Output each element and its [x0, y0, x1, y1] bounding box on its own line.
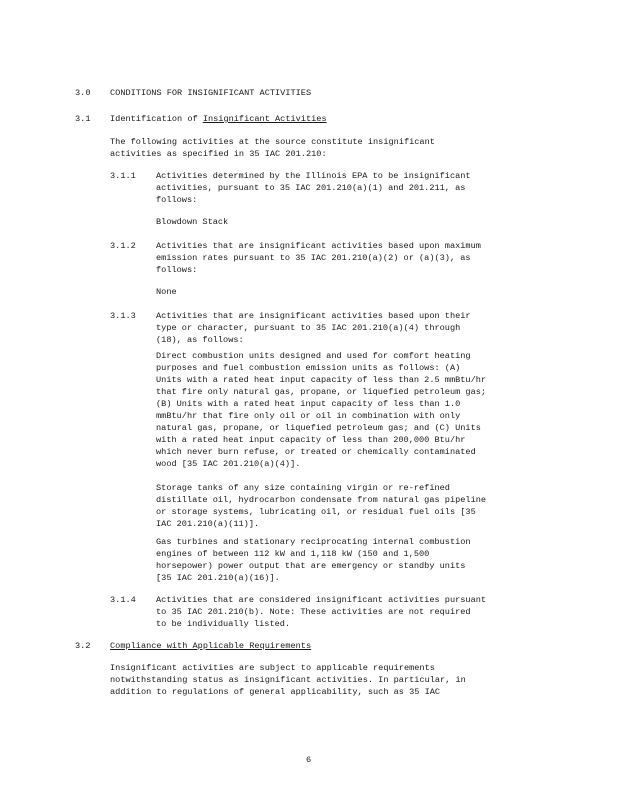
subsection-number: 3.1 [75, 114, 91, 124]
item-number: 3.1.2 [110, 241, 136, 251]
item-text: Activities that are insignificant activities based upon their type or character, pursuant to 35 IAC 201.210(a)(4) through (18), as follows: [156, 311, 471, 345]
item-value: None [156, 287, 177, 297]
subsection-title: Compliance with Applicable Requirements [110, 641, 312, 651]
page-number: 6 [306, 755, 312, 765]
subsection-title-underlined: Insignificant Activities [202, 114, 327, 124]
item-text: Activities determined by the Illinois EPA to be insignificant activities, pursuant to 35 IAC 201.210(a)(1) and 201.211, as follows: [156, 171, 471, 205]
item-text: Activities that are insignificant activities based upon maximum emission rates pursuant to 35 IAC 201.210(a)(2) or (a)(3), as follows: [156, 241, 481, 275]
item-subparagraph: Direct combustion units designed and used for comfort heating purposes and fuel combustion emission units as follows: (A) Units with a rated heat input capacity of less than 2.5 mmBtu/hr that fire only natural gas, propane, or liquefied petroleum gas; (B) Units with a rated heat input capacity of less than 1.0 mmBtu/hr that fire only oil or oil in combination with only natural gas, propane, or liquefied petroleum gas; and (C) Units with a rated heat input capacity of less than 200,000 Btu/hr which never burn refuse, or treated or chemically contaminated wood [35 IAC 201.210(a)(4)]. [156, 351, 487, 469]
subsection-number: 3.2 [75, 641, 91, 651]
item-text: Activities that are considered insignificant activities pursuant to 35 IAC 201.210(b). Note: These activities are not required to be individually listed. [156, 595, 487, 629]
section-number: 3.0 [75, 88, 91, 98]
subsection-title [110, 113, 327, 125]
item-subparagraph: Storage tanks of any size containing virgin or re-refined distillate oil, hydrocarbon condensate from natural gas pipeline or storage systems, lubricating oil, or residual fuel oils [35 IAC 201.210(a)(11)]. [156, 483, 487, 529]
item-number: 3.1.1 [110, 171, 136, 181]
closing-paragraph: Insignificant activities are subject to applicable requirements notwithstanding status as insignificant activities. In particular, in addition to regulations of general applicability, such as 35 IAC [110, 663, 466, 697]
item-number: 3.1.3 [110, 311, 136, 321]
item-subparagraph: Gas turbines and stationary reciprocating internal combustion engines of between 112 kW and 1,118 kW (150 and 1,500 horsepower) power output that are emergency or standby units [35 IAC 201.210(a)(16)]. [156, 537, 471, 583]
item-value: Blowdown Stack [156, 217, 229, 227]
section-title: CONDITIONS FOR INSIGNIFICANT ACTIVITIES [110, 88, 312, 98]
item-number: 3.1.4 [110, 595, 136, 605]
subsection-title-prefix: Identification of [110, 114, 203, 124]
intro-paragraph: The following activities at the source constitute insignificant activities as specified in 35 IAC 201.210: [110, 137, 435, 159]
